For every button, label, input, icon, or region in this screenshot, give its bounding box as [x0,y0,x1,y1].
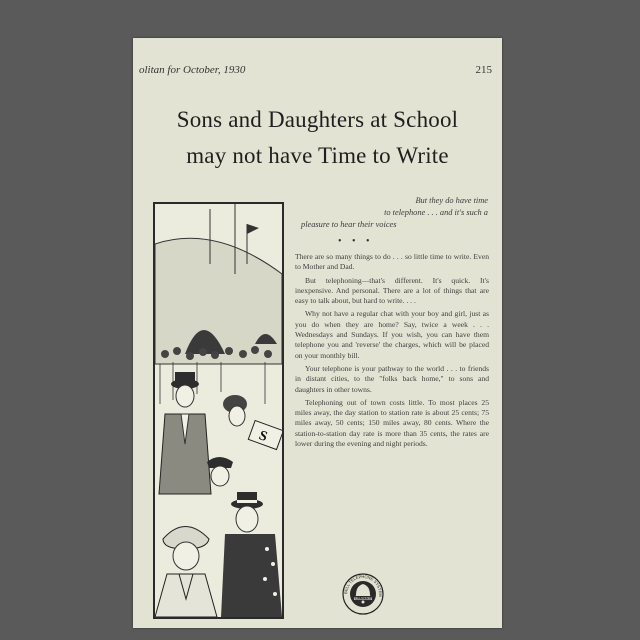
body-copy [295,252,489,452]
page-number: 215 [475,64,492,76]
lead-line-3: pleasure to hear their voices [301,220,397,229]
body-paragraph: Your telephone is your pathway to the world . . . to friends in distant cities, to the "folks back home," to sons and daughters in other towns. [295,363,489,394]
body-paragraph: Telephoning out of town costs little. To most places 25 miles away, the day station to station rate is about 25 cents; 75 miles away, 50 cents; 150 miles away, 80 cents. Where the station-to-station day rate is more than 35 cents, the rates are lower during the evening and night periods. [295,397,489,449]
publication-line: olitan for October, 1930 [139,64,246,76]
crowd-illustration [153,202,284,619]
lead-paragraph [293,195,488,231]
magazine-page [133,38,502,628]
lead-line-1: But they do have time [415,196,488,205]
body-paragraph: There are so many things to do . . . so little time to write. Even to Mother and Dad. [295,252,489,272]
illustration-drawing [155,204,282,617]
pennant-letter: S [256,428,270,446]
running-head [139,64,492,78]
lead-line-2: to telephone . . . and it's such a [384,208,488,217]
bell-system-seal [342,573,384,615]
ornament-dots: • • • [338,236,374,247]
body-paragraph: Why not have a regular chat with your boy and girl, just as you do when they are home? Say, twice a week . . . Wednesdays and Sundays. If you wish, you can have them telephone you and 'reverse' the charges, which will be placed on your monthly bill. [295,309,489,360]
headline-line-2: may not have Time to Write [186,143,449,168]
seal-inner-text: BELL SYSTEM [354,596,372,600]
headline [133,102,502,174]
bell-icon [342,573,384,615]
seal-ring-text: BELL TELEPHONE SYSTEM [342,573,384,597]
headline-line-1: Sons and Daughters at School [176,107,459,132]
body-paragraph: But telephoning—that's different. It's quick. It's inexpensive. And personal. There are a lot of things that are easy to talk about, but hard to write. . . . [295,275,489,306]
